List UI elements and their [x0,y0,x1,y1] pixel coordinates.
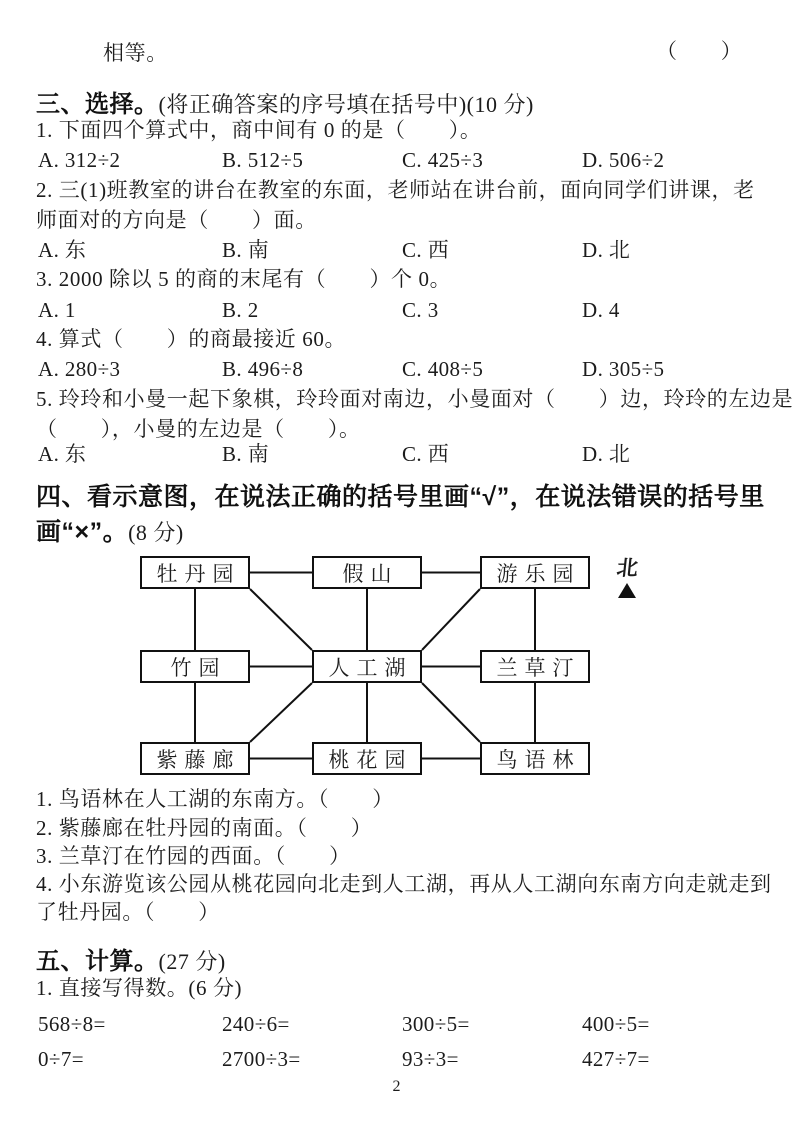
q3-option-c: C. 3 [402,298,439,322]
compass-north-label: 北 [615,556,639,580]
calc-1: 568÷8= [38,1012,106,1036]
calc-2: 240÷6= [222,1012,290,1036]
calc-5: 0÷7= [38,1047,84,1071]
question-2-line1: 2. 三(1)班教室的讲台在教室的东面，老师站在讲台前，面向同学们讲课，老 [36,178,755,202]
q2-option-c: C. 西 [402,238,450,262]
map-box-peach-garden: 桃花园 [312,742,422,775]
section3-title: 三、选择。 [36,91,159,118]
q2-option-a: A. 东 [38,238,87,262]
q3-option-d: D. 4 [582,298,620,322]
map-box-peony-garden: 牡丹园 [140,556,250,589]
q5-option-d: D. 北 [582,442,631,466]
section5-points: (27 分) [158,949,226,974]
q1-option-c: C. 425÷3 [402,148,484,172]
question-3: 3. 2000 除以 5 的商的末尾有（ ）个 0。 [36,267,452,291]
q3-option-b: B. 2 [222,298,259,322]
q3-option-a: A. 1 [38,298,76,322]
section4-header-line2 [36,512,184,548]
section5-header [36,941,226,976]
carryover-text: 相等。 [103,41,168,65]
map-statement-2: 2. 紫藤廊在牡丹园的南面。（ ） [36,816,373,840]
compass-north [610,552,644,598]
map-statement-3: 3. 兰草汀在竹园的西面。（ ） [36,844,351,868]
q2-option-b: B. 南 [222,238,270,262]
calc-8: 427÷7= [582,1047,650,1071]
section3-subtitle: (将正确答案的序号填在括号中)(10 分) [158,92,534,117]
section4-header-line1 [36,477,765,513]
q1-option-b: B. 512÷5 [222,148,304,172]
question-2-line2: 师面对的方向是（ ）面。 [36,208,317,232]
map-statement-4-line2: 了牡丹园。（ ） [36,900,220,924]
q2-option-d: D. 北 [582,238,631,262]
q5-option-a: A. 东 [38,442,87,466]
question-5-line2: （ ），小曼的左边是（ ）。 [36,417,361,441]
section3-header [36,84,534,119]
map-box-bird-forest: 鸟语林 [480,742,590,775]
section4-points: (8 分) [128,520,184,545]
map-box-wisteria-corridor: 紫藤廊 [140,742,250,775]
q5-option-c: C. 西 [402,442,450,466]
q5-option-b: B. 南 [222,442,270,466]
q1-option-d: D. 506÷2 [582,148,665,172]
map-box-artificial-lake: 人工湖 [312,650,422,683]
map-box-amusement-park: 游乐园 [480,556,590,589]
map-statement-4-line1: 4. 小东游览该公园从桃花园向北走到人工湖，再从人工湖向东南方向走就走到 [36,872,772,896]
calc-4: 400÷5= [582,1012,650,1036]
calc-7: 93÷3= [402,1047,459,1071]
north-arrow-icon [618,583,636,598]
carryover-answer-bracket: （ ） [656,39,743,63]
question-1: 1. 下面四个算式中，商中间有 0 的是（ ）。 [36,118,482,142]
q4-option-a: A. 280÷3 [38,357,121,381]
calc-3: 300÷5= [402,1012,470,1036]
map-statement-1: 1. 鸟语林在人工湖的东南方。（ ） [36,787,394,811]
q4-option-c: C. 408÷5 [402,357,484,381]
q4-option-d: D. 305÷5 [582,357,665,381]
section4-title-line1: 四、看示意图，在说法正确的括号里画“√”，在说法错误的括号里 [36,483,765,511]
map-box-rockery: 假山 [312,556,422,589]
section4-title-line2: 画“×”。 [36,518,129,546]
section5-title: 五、计算。 [36,948,159,975]
map-box-bamboo-garden: 竹园 [140,650,250,683]
calc-6: 2700÷3= [222,1047,301,1071]
map-box-orchid-isle: 兰草汀 [480,650,590,683]
question-4: 4. 算式（ ）的商最接近 60。 [36,327,347,351]
q4-option-b: B. 496÷8 [222,357,304,381]
q1-option-a: A. 312÷2 [38,148,121,172]
question-5-line1: 5. 玲玲和小曼一起下象棋，玲玲面对南边，小曼面对（ ）边，玲玲的左边是 [36,387,793,411]
page-number: 2 [392,1078,401,1095]
section5-sub1: 1. 直接写得数。(6 分) [36,976,243,1000]
